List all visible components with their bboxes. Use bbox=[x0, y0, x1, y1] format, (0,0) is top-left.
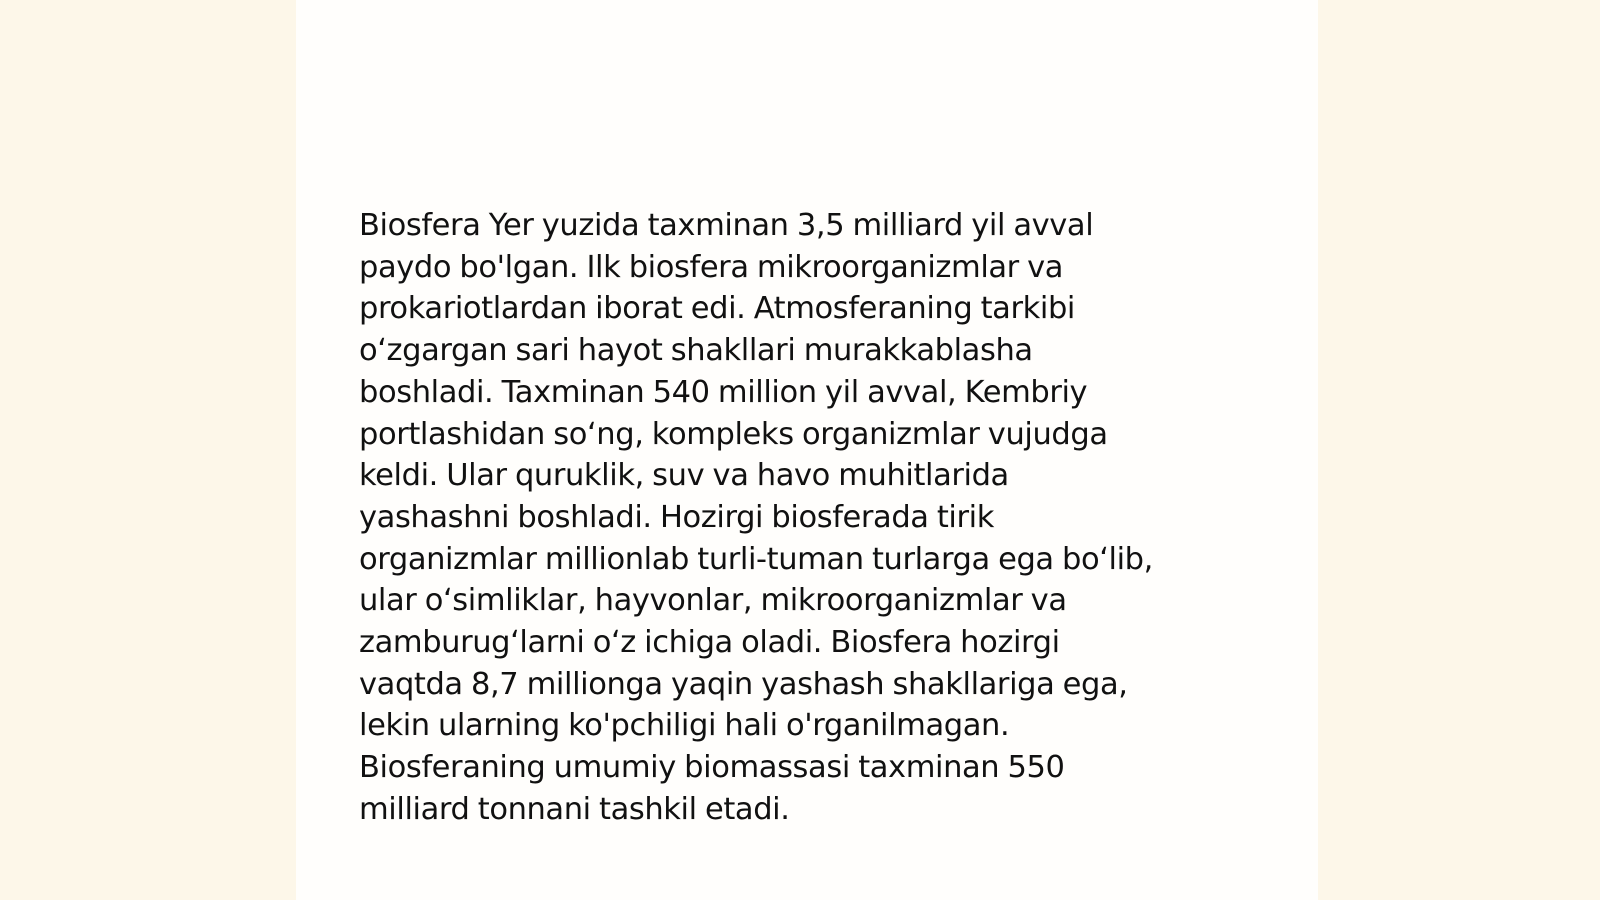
document-page bbox=[296, 0, 1318, 900]
left-margin bbox=[0, 0, 296, 900]
paragraph-line: keldi. Ular quruklik, suv va havo muhitlarida bbox=[359, 458, 1009, 494]
paragraph-line: boshladi. Taxminan 540 million yil avval, Kembriy bbox=[359, 374, 1088, 410]
paragraph-line: milliard tonnani tashkil etadi. bbox=[359, 791, 790, 827]
paragraph-line: vaqtda 8,7 millionga yaqin yashash shakllariga ega, bbox=[359, 666, 1128, 702]
paragraph-line: organizmlar millionlab turli-tuman turlarga ega bo‘lib, bbox=[359, 541, 1153, 577]
paragraph-line: Biosfera Yer yuzida taxminan 3,5 milliard yil avval bbox=[359, 208, 1094, 243]
right-margin bbox=[1318, 0, 1600, 900]
paragraph-line: yashashni boshladi. Hozirgi biosferada tirik bbox=[359, 499, 994, 535]
paragraph-line: lekin ularning ko'pchiligi hali o'rganilmagan. bbox=[359, 708, 1010, 744]
paragraph-line: portlashidan so‘ng, kompleks organizmlar vujudga bbox=[359, 416, 1108, 452]
paragraph-line: ular o‘simliklar, hayvonlar, mikroorganizmlar va bbox=[359, 583, 1067, 619]
paragraph-line: Biosferaning umumiy biomassasi taxminan 550 bbox=[359, 750, 1065, 786]
paragraph-line: paydo bo'lgan. Ilk biosfera mikroorganizmlar va bbox=[359, 249, 1064, 285]
paragraph-line: prokariotlardan iborat edi. Atmosferaning tarkibi bbox=[359, 291, 1075, 327]
paragraph-line: o‘zgargan sari hayot shakllari murakkablasha bbox=[359, 333, 1033, 369]
paragraph-line: zamburug‘larni o‘z ichiga oladi. Biosfera hozirgi bbox=[359, 625, 1060, 661]
body-paragraph bbox=[359, 205, 1259, 831]
